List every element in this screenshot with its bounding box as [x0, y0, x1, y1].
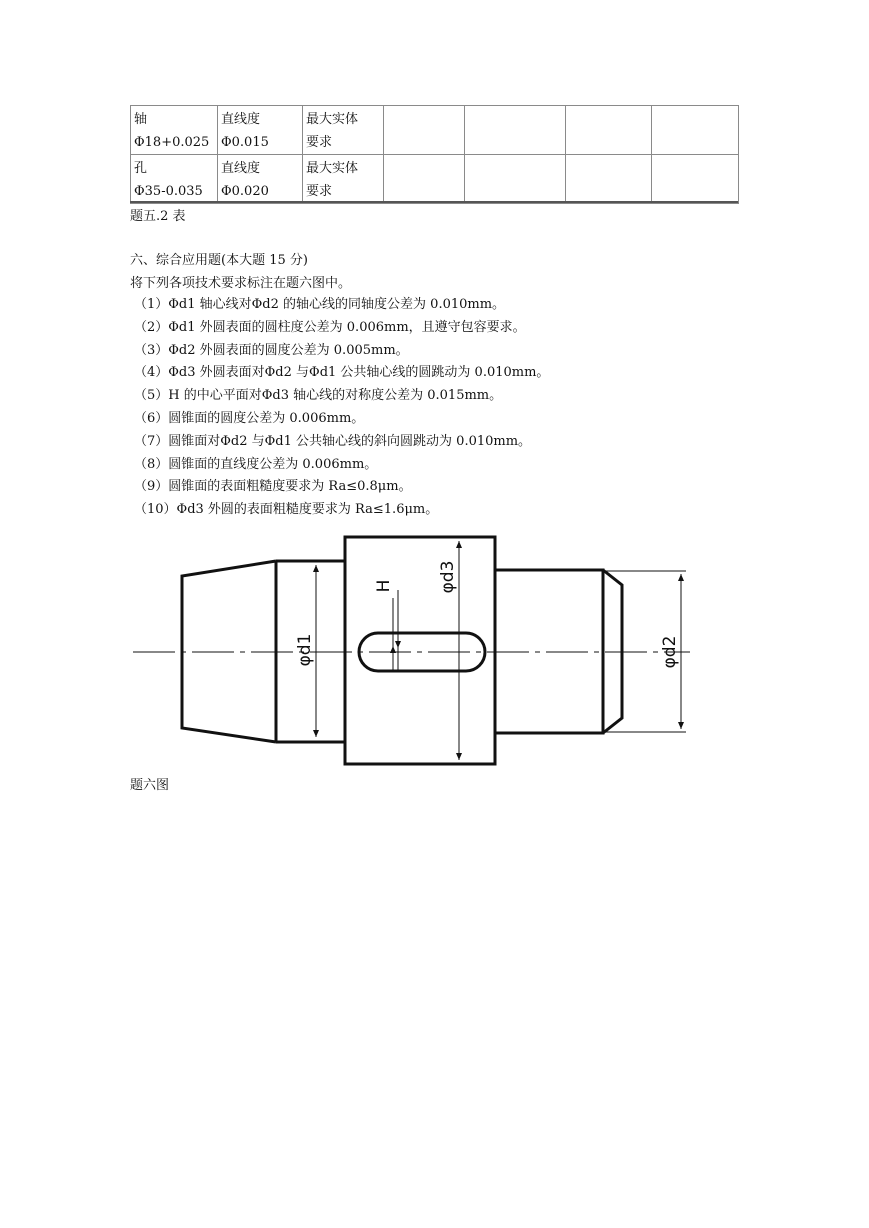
list-item: （5）H 的中心平面对Φd3 轴心线的对称度公差为 0.015mm。: [134, 388, 503, 404]
table-cell-blank: [566, 106, 652, 155]
tolerance-table: [130, 105, 739, 204]
table-cell-blank: [652, 155, 739, 204]
section-intro: 将下列各项技术要求标注在题六图中。: [130, 276, 352, 291]
table-row: [131, 106, 739, 155]
table-cell-blank: [566, 155, 652, 204]
label-d3: φd3: [438, 560, 458, 594]
table-cell-blank: [652, 106, 739, 155]
table-bottom-rule: [130, 201, 738, 203]
table-cell-blank: [384, 155, 465, 204]
table-row: [131, 155, 739, 204]
list-item: （9）圆锥面的表面粗糙度要求为 Ra≤0.8μm。: [134, 479, 412, 495]
list-item: （7）圆锥面对Φd2 与Φd1 公共轴心线的斜向圆跳动为 0.010mm。: [134, 433, 532, 449]
d3-block: [345, 537, 495, 764]
table-cell-blank: [465, 155, 566, 204]
requirements-list: [134, 295, 549, 523]
list-item: （2）Φd1 外圆表面的圆柱度公差为 0.006mm，且遵守包容要求。: [134, 319, 526, 335]
list-item: （8）圆锥面的直线度公差为 0.006mm。: [134, 456, 378, 472]
table-cell-requirement: 最大实体 要求: [303, 106, 384, 155]
list-item: （10）Φd3 外圆的表面粗糙度要求为 Ra≤1.6μm。: [134, 502, 439, 518]
figure-caption: 题六图: [130, 778, 170, 793]
table-cell-part: 孔 Φ35-0.035: [131, 155, 218, 204]
table-caption: 题五.2 表: [130, 209, 186, 224]
shaft-drawing: [130, 530, 710, 772]
list-item: （4）Φd3 外圆表面对Φd2 与Φd1 公共轴心线的圆跳动为 0.010mm。: [134, 365, 550, 381]
table-cell-blank: [384, 106, 465, 155]
table-cell-requirement: 最大实体 要求: [303, 155, 384, 204]
label-h: H: [374, 579, 394, 593]
label-d1: φd1: [295, 633, 315, 667]
section-title: 六、综合应用题(本大题 15 分): [130, 253, 308, 268]
table-cell-part: 轴 Φ18+0.025: [131, 106, 218, 155]
table-cell-tolerance: 直线度 Φ0.015: [218, 106, 303, 155]
table-cell-blank: [465, 106, 566, 155]
table-cell-tolerance: 直线度 Φ0.020: [218, 155, 303, 204]
list-item: （1）Φd1 轴心线对Φd2 的轴心线的同轴度公差为 0.010mm。: [134, 297, 506, 312]
label-d2: φd2: [660, 635, 680, 669]
list-item: （6）圆锥面的圆度公差为 0.006mm。: [134, 410, 365, 426]
list-item: （3）Φd2 外圆表面的圆度公差为 0.005mm。: [134, 342, 409, 358]
